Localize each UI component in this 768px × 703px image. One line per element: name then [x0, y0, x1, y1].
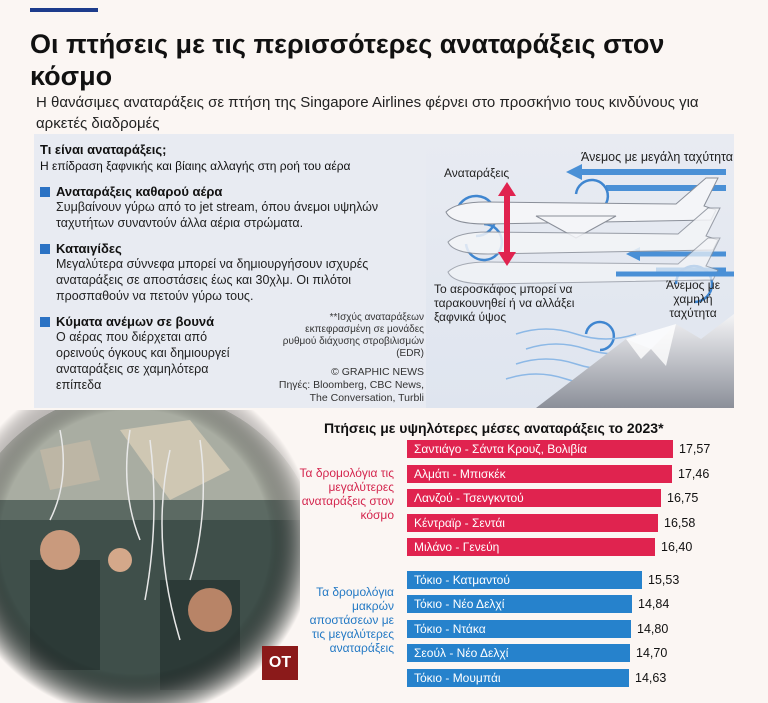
bar-value-8: 14,80: [637, 621, 669, 636]
bullet-icon: [40, 187, 50, 197]
cause-title: Κύματα ανέμων σε βουνά: [56, 314, 215, 329]
cause-mountain-waves: [40, 314, 255, 393]
bar-3: Λανζού - Τσενγκντού: [407, 489, 661, 507]
cause-text: Ο αέρας που διέρχεται από ορεινούς όγκους και δημιουργεί αναταράξεις σε χαμηλότερα επίπεδα: [56, 330, 230, 392]
cause-clear-air: [40, 184, 420, 231]
bar-2: Αλμάτι - Μπισκέκ: [407, 465, 672, 483]
bar-5: Μιλάνο - Γενεύη: [407, 538, 655, 556]
top-accent-bar: [30, 8, 98, 12]
info-panel: [34, 134, 734, 408]
bar-1: Σαντιάγο - Σάντα Κρουζ, Βολιβία: [407, 440, 673, 458]
sources: Πηγές: Bloomberg, CBC News, The Conversation, Turbli: [278, 379, 424, 404]
bar-value-9: 14,70: [636, 646, 668, 660]
page-title: Οι πτήσεις με τις περισσότερες αναταράξεις στον κόσμο: [30, 29, 665, 91]
chart-title: Πτήσεις με υψηλότερες μέσες αναταράξεις το 2023*: [324, 420, 664, 436]
low-wind-label: Άνεμος με χαμηλή ταχύτητα: [665, 278, 721, 320]
cabin-damage-image: [0, 410, 300, 703]
bar-value-5: 16,40: [661, 540, 693, 554]
bar-8: Τόκιο - Ντάκα: [407, 620, 631, 638]
bullet-icon: [40, 244, 50, 254]
bar-4: Κέντραϊρ - Σεντάι: [407, 514, 658, 532]
high-wind-label: Άνεμος με μεγάλη ταχύτητα: [581, 150, 734, 164]
cause-title: Αναταράξεις καθαρού αέρα: [56, 184, 223, 199]
bullet-icon: [40, 317, 50, 327]
cabin-photo: [0, 410, 300, 703]
turbulence-diagram: [426, 134, 734, 408]
bar-value-7: 14,84: [638, 597, 670, 611]
cause-text: Συμβαίνουν γύρω από το jet stream, όπου άνεμοι υψηλών ταχυτήτων συναντούν άλλα αέρια στρώματα.: [56, 200, 379, 230]
info-subheading: Η επίδραση ξαφνικής και βίαιης αλλαγής στη ροή του αέρα: [40, 159, 351, 173]
group-label-top: Τα δρομολόγια τις μεγαλύτερες αναταράξεις στον κόσμο: [299, 466, 394, 522]
bar-value-6: 15,53: [648, 572, 680, 587]
info-heading: Τι είναι αναταράξεις;: [40, 142, 167, 157]
bar-10: Τόκιο - Μουμπάι: [407, 669, 629, 687]
bar-value-1: 17,57: [679, 442, 711, 456]
cause-text: Μεγαλύτερα σύννεφα μπορεί να δημιουργήσουν ισχυρές αναταράξεις σε αποστάσεις έως και 30χλμ. Οι πιλότοι προσπαθούν να πετούν γύρω τους.: [56, 257, 369, 303]
page-subtitle: Η θανάσιμες αναταράξεις σε πτήση της Singapore Airlines φέρνει στο προσκήνιο τους κινδύνους για αρκετές διαδρομές: [36, 94, 699, 132]
bar-value-10: 14,63: [635, 670, 667, 685]
ot-logo: ΟΤ: [262, 646, 298, 680]
bar-7: Τόκιο - Νέο Δελχί: [407, 595, 632, 613]
bar-6: Τόκιο - Κατμαντού: [407, 571, 642, 589]
cause-title: Καταιγίδες: [56, 241, 122, 256]
aircraft-effect-label: Το αεροσκάφος μπορεί να ταρακουνηθεί ή να αλλάξει ξαφνικά ύψος: [434, 282, 575, 324]
bar-value-2: 17,46: [678, 466, 710, 481]
bar-value-3: 16,75: [667, 491, 699, 505]
bar-9: Σεούλ - Νέο Δελχί: [407, 644, 630, 662]
edr-footnote: **Ισχύς αναταράξεων εκπεφρασμένη σε μονάδες ρυθμού διάχυσης στροβιλισμών (EDR): [282, 312, 424, 359]
bar-value-4: 16,58: [664, 515, 696, 530]
copyright: © GRAPHIC NEWS: [331, 366, 424, 378]
group-label-bottom: Τα δρομολόγια μακρών αποστάσεων με τις μεγαλύτερες αναταράξεις: [309, 585, 394, 655]
credits: [264, 366, 424, 405]
cause-storms: [40, 241, 420, 304]
turbulence-label: Αναταράξεις: [444, 166, 510, 180]
